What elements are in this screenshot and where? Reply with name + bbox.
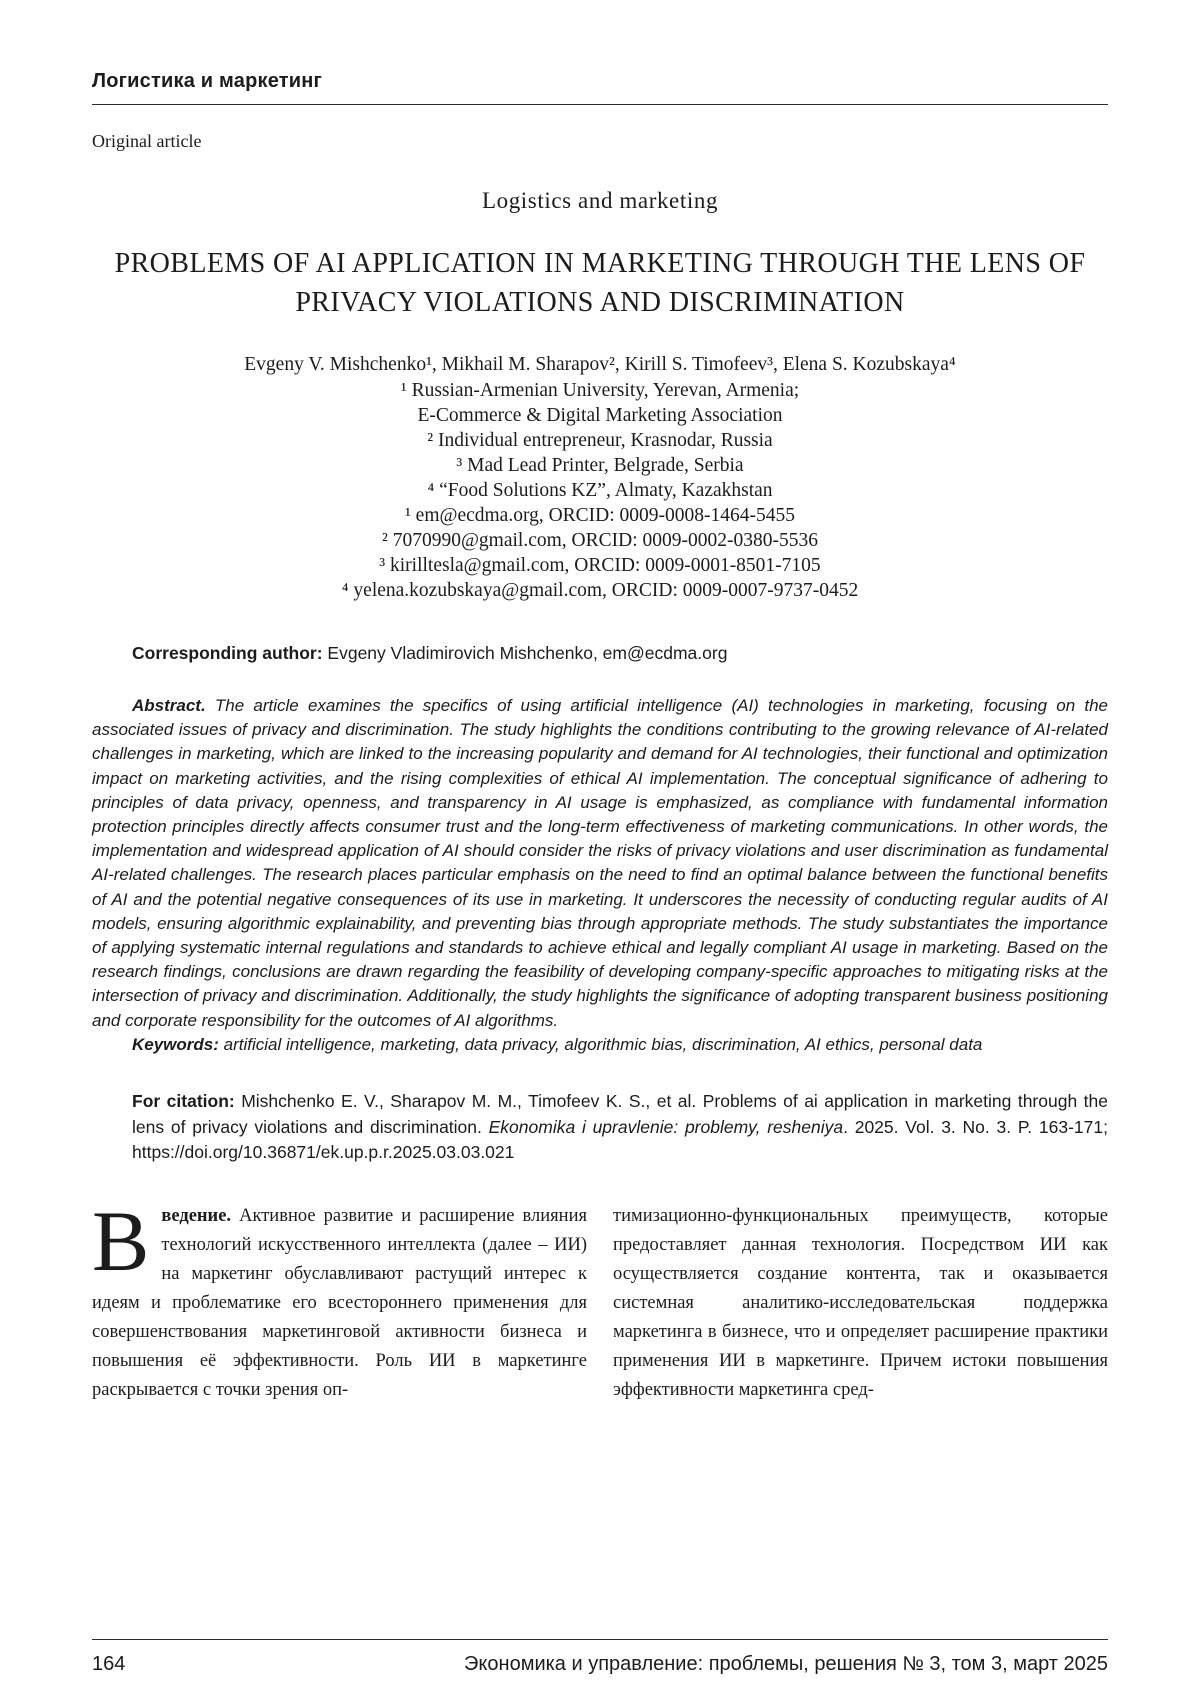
keywords-label: Keywords: xyxy=(132,1034,219,1054)
section-header-ru: Логистика и маркетинг xyxy=(92,70,1108,105)
body-text-left: Активное развитие и расширение влияния технологий искусственного интеллекта (далее – ИИ) на маркетинг обуславливают растущий интерес к идеям и проблематике его всестороннего применения для совершенствования маркетинговой активности бизнеса и повышения её эффективности. Роль ИИ в маркетинге раскрывается с точки зрения оп- xyxy=(92,1205,587,1400)
affiliation-line: ³ Mad Lead Printer, Belgrade, Serbia xyxy=(456,455,744,476)
abstract-text: The article examines the specifics of using artificial intelligence (AI) technologies in marketing, focusing on the associated issues of privacy and discrimination. The study highlights the conditions contributing to the growing relevance of AI-related challenges in marketing, which are linked to the increasing popularity and demand for AI technologies, their functional and optimization impact on marketing activities, and the rising complexities of ethical AI implementation. The conceptual significance of adhering to principles of data privacy, openness, and transparency in AI usage is emphasized, as compliance with fundamental information protection principles directly affects consumer trust and the long-term effectiveness of marketing communications. In other words, the implementation and widespread application of AI should consider the risks of privacy violations and user discrimination as fundamental AI-related challenges. The research places particular emphasis on the need to find an optimal balance between the functional benefits of AI and the potential negative consequences of its use in marketing. It underscores the necessity of conducting regular audits of AI models, ensuring algorithmic explainability, and preventing bias through appropriate methods. The study substantiates the importance of applying systematic internal regulations and standards to achieve ethical and legally compliant AI usage in marketing. Based on the research findings, conclusions are drawn regarding the feasibility of developing company-specific approaches to mitigating risks at the intersection of privacy and discrimination. Additionally, the study highlights the significance of adopting transparent business positioning and corporate responsibility for the outcomes of AI algorithms. xyxy=(92,696,1108,1030)
for-citation-paragraph xyxy=(132,1089,1108,1166)
keywords-paragraph xyxy=(92,1033,1108,1057)
author-email-orcid-line: ⁴ yelena.kozubskaya@gmail.com, ORCID: 0009-0007-9737-0452 xyxy=(341,580,859,601)
page-footer xyxy=(92,1639,1108,1676)
affiliation-line: ¹ Russian-Armenian University, Yerevan, Armenia; xyxy=(400,380,800,401)
journal-name-italic: Ekonomika i upravlenie: problemy, resheniya xyxy=(488,1116,844,1137)
for-citation-label: For citation: xyxy=(132,1091,235,1112)
affiliations-block xyxy=(92,378,1108,603)
affiliation-line: ² Individual entrepreneur, Krasnodar, Russia xyxy=(427,430,773,451)
body-two-columns xyxy=(92,1192,1108,1405)
author-email-orcid-line: ² 7070990@gmail.com, ORCID: 0009-0002-0380-5536 xyxy=(382,530,818,551)
section-title-en: Logistics and marketing xyxy=(481,188,719,213)
intro-word-bold: ведение. xyxy=(161,1205,232,1226)
body-column-right xyxy=(613,1202,1108,1405)
body-column-left xyxy=(92,1192,587,1405)
authors-line: Evgeny V. Mishchenko¹, Mikhail M. Sharapov², Kirill S. Timofeev³, Elena S. Kozubskaya⁴ xyxy=(244,354,956,375)
corresponding-author xyxy=(92,643,1108,664)
author-email-orcid-line: ³ kirilltesla@gmail.com, ORCID: 0009-0001-8501-7105 xyxy=(379,555,821,576)
author-email-orcid-line: ¹ em@ecdma.org, ORCID: 0009-0008-1464-5455 xyxy=(404,505,796,526)
for-citation-text: Mishchenko E. V., Sharapov M. M., Timofeev K. S., et al. Problems of ai application in marketing through the lens of privacy violations and discrimination. xyxy=(132,1091,1108,1137)
page-number: 164 xyxy=(92,1653,126,1675)
corresponding-author-text: Evgeny Vladimirovich Mishchenko, em@ecdma.org xyxy=(322,643,728,663)
affiliation-line: ⁴ “Food Solutions KZ”, Almaty, Kazakhstan xyxy=(427,480,773,501)
footer-journal-line: Экономика и управление: проблемы, решения № 3, том 3, март 2025 xyxy=(464,1653,1108,1675)
abstract-paragraph xyxy=(92,694,1108,1033)
affiliation-line: E-Commerce & Digital Marketing Association xyxy=(417,405,783,426)
article-title: PROBLEMS OF AI APPLICATION IN MARKETING THROUGH THE LENS OF PRIVACY VIOLATIONS AND DISCRIMINATION xyxy=(114,248,1086,318)
corresponding-author-label: Corresponding author: xyxy=(132,643,323,663)
drop-cap: В xyxy=(92,1192,150,1289)
for-citation-doi-text: . 2025. Vol. 3. No. 3. P. 163-171; https://doi.org/10.36871/ek.up.p.r.2025.03.03.021 xyxy=(132,1116,1108,1163)
abstract-label: Abstract. xyxy=(132,696,206,715)
keywords-text: artificial intelligence, marketing, data privacy, algorithmic bias, discrimination, AI ethics, personal data xyxy=(218,1034,983,1054)
article-type-label: Original article xyxy=(92,131,202,151)
body-text-right: тимизационно-функциональных преимуществ, которые предоставляет данная технология. Посредством ИИ как осуществляется создание контента, так и оказывается системная аналитико-исследовательская поддержка маркетинга в бизнесе, что и определяет расширение практики применения ИИ в маркетинге. Причем истоки повышения эффективности маркетинга сред- xyxy=(613,1205,1108,1400)
